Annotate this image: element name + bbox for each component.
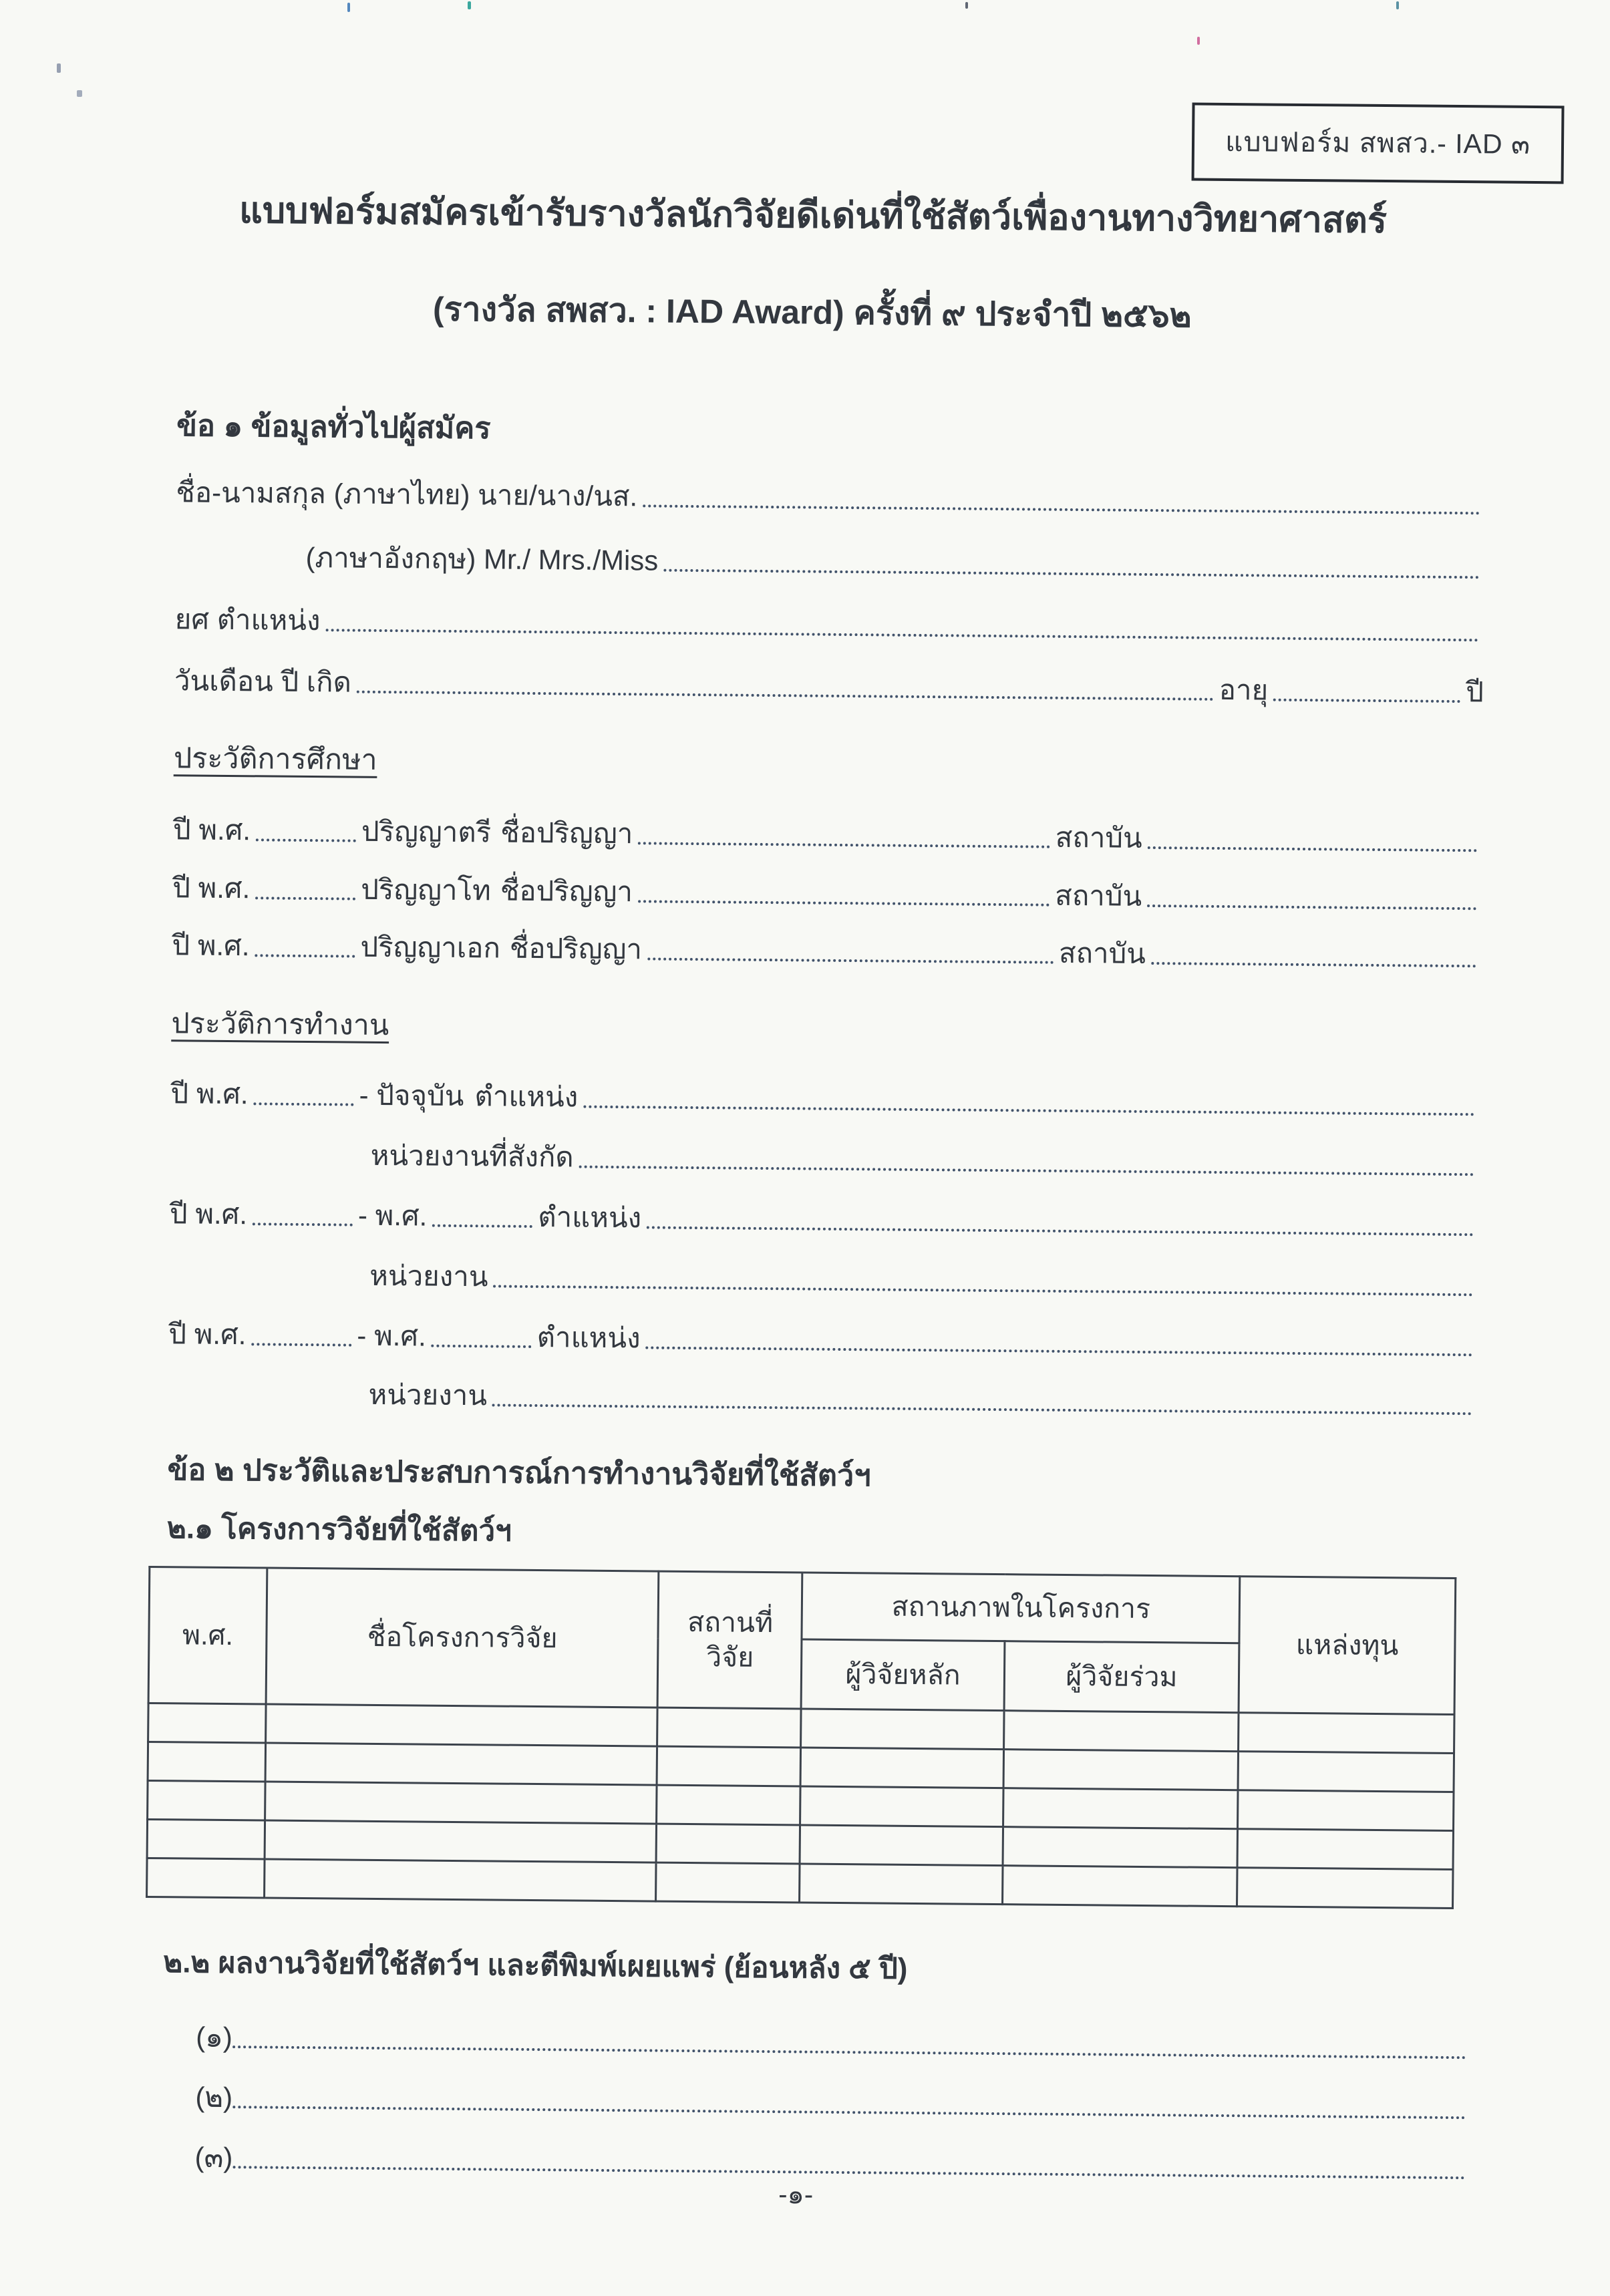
col-header-location [658, 1571, 803, 1709]
degree-name-label: ชื่อปริญญา [500, 874, 633, 908]
publication-item-blank [232, 2045, 1466, 2059]
table-cell-empty [1237, 1868, 1453, 1909]
table-cell-empty [148, 1703, 266, 1743]
work-unit-blank [579, 1166, 1474, 1176]
work-position-blank [645, 1346, 1472, 1356]
scan-speck [965, 2, 968, 9]
age-blank [1273, 699, 1460, 703]
scan-speck [1396, 1, 1399, 9]
work-unit-label: หน่วยงาน [368, 1378, 488, 1412]
table-cell-empty [1003, 1750, 1239, 1790]
work-unit-blank [493, 1285, 1473, 1296]
institution-label: สถาบัน [1055, 821, 1142, 854]
work-unit-label: หน่วยงานที่สังกัด [370, 1139, 574, 1173]
table-cell-empty [148, 1780, 265, 1820]
page-number: -๑- [778, 2180, 814, 2210]
rank-position-row [175, 596, 1484, 646]
work-to-blank [432, 1345, 532, 1348]
research-projects-table [146, 1566, 1456, 1909]
subsection-2-1-heading: ๒.๑ โครงการวิจัยที่ใช้สัตว์ฯ [166, 1512, 512, 1548]
degree-name-blank [638, 900, 1050, 906]
education-row-master [172, 864, 1482, 915]
col-header-project-name: ชื่อโครงการวิจัย [266, 1568, 659, 1707]
form-title-line2: (รางวัล สพสว. : IAD Award) ครั้งที่ ๙ ประจำปี ๒๕๖๒ [432, 290, 1192, 335]
education-year-label: ปี พ.ศ. [172, 929, 250, 962]
name-thai-label: ชื่อ-นามสกุล (ภาษาไทย) นาย/นาง/นส. [176, 476, 638, 512]
education-year-blank [256, 838, 356, 842]
education-year-label: ปี พ.ศ. [172, 872, 251, 905]
table-cell-empty [1003, 1827, 1238, 1868]
table-cell-empty [1003, 1788, 1238, 1829]
section2-heading: ข้อ ๒ ประวัติและประสบการณ์การทำงานวิจัยที่ใช้สัตว์ฯ [167, 1452, 871, 1493]
work-from-label: ปี พ.ศ. [170, 1078, 249, 1110]
work-row-past-1 [170, 1190, 1479, 1241]
work-to-label: - ปัจจุบัน [359, 1079, 464, 1112]
degree-label: ปริญญาตรี [361, 815, 492, 848]
col-header-location-line2: วิจัย [705, 1641, 754, 1673]
work-row-current [170, 1070, 1480, 1120]
table-cell-empty [801, 1709, 1004, 1750]
education-row-doctorate [172, 922, 1481, 972]
col-header-co-investigator: ผู้วิจัยร่วม [1004, 1641, 1240, 1713]
work-unit-row [368, 1371, 1477, 1420]
project-table-body [147, 1703, 1454, 1908]
age-unit-label: ปี [1466, 675, 1484, 708]
subsection-2-2-heading-row [163, 1947, 1472, 1997]
section1-heading: ข้อ ๑ ข้อมูลทั่วไปผู้สมัคร [176, 408, 491, 446]
table-cell-empty [265, 1820, 657, 1862]
work-position-label: ตำแหน่ง [474, 1080, 579, 1113]
section2-heading-row [167, 1454, 1476, 1504]
degree-name-blank [647, 957, 1054, 963]
form-code-box [1192, 103, 1565, 184]
name-english-row [305, 534, 1484, 583]
publication-item-label: (๒) [195, 2081, 233, 2113]
table-cell-empty [800, 1864, 1003, 1905]
work-position-label: ตำแหน่ง [538, 1200, 642, 1234]
education-year-label: ปี พ.ศ. [172, 814, 251, 846]
degree-label: ปริญญาเอก [360, 931, 501, 964]
table-cell-empty [1003, 1711, 1239, 1752]
table-cell-empty [656, 1862, 800, 1903]
subsection-2-1-heading-row [167, 1512, 1476, 1563]
birthdate-label: วันเดือน ปี เกิด [174, 665, 352, 698]
degree-label: ปริญญาโท [361, 873, 492, 907]
birthdate-row [174, 657, 1484, 707]
education-row-bachelor [173, 806, 1482, 856]
work-position-label: ตำแหน่ง [536, 1321, 641, 1354]
table-cell-empty [148, 1742, 265, 1782]
table-cell-empty [800, 1786, 1003, 1827]
table-cell-empty [656, 1824, 800, 1864]
table-cell-empty [264, 1859, 656, 1901]
publication-item-blank [232, 2106, 1466, 2119]
name-english-label: (ภาษาอังกฤษ) Mr./ Mrs./Miss [305, 541, 659, 577]
institution-blank [1147, 905, 1476, 910]
table-cell-empty [266, 1704, 658, 1746]
table-cell-empty [265, 1782, 657, 1824]
publication-item-label: (๑) [196, 2021, 233, 2053]
work-from-blank [253, 1222, 353, 1226]
form-code-label: แบบฟอร์ม สพสว.- IAD ๓ [1225, 126, 1531, 160]
education-year-blank [255, 896, 355, 900]
subsection-2-2-heading: ๒.๒ ผลงานวิจัยที่ใช้สัตว์ฯ และตีพิมพ์เผยแพร่ (ย้อนหลัง ๕ ปี) [162, 1946, 908, 1985]
institution-blank [1151, 962, 1476, 967]
table-cell-empty [657, 1707, 802, 1748]
name-english-blank [663, 569, 1479, 579]
rank-position-blank [325, 629, 1478, 641]
age-label: อายุ [1219, 673, 1269, 706]
work-to-label: - พ.ศ. [357, 1319, 426, 1352]
section1-heading-row [176, 410, 1486, 460]
work-from-blank [253, 1102, 353, 1106]
work-unit-row [369, 1253, 1478, 1301]
table-cell-empty [1239, 1713, 1454, 1754]
work-unit-row [371, 1132, 1480, 1180]
table-cell-empty [147, 1819, 265, 1859]
table-cell-empty [265, 1743, 657, 1785]
table-cell-empty [1237, 1829, 1453, 1870]
work-unit-blank [492, 1404, 1472, 1415]
birthdate-blank [357, 691, 1214, 701]
work-from-blank [251, 1343, 351, 1346]
work-to-label: - พ.ศ. [357, 1199, 428, 1232]
col-header-funding: แหล่งทุน [1239, 1577, 1455, 1715]
col-header-status-group: สถานภาพในโครงการ [802, 1573, 1240, 1643]
col-header-year: พ.ศ. [148, 1567, 267, 1704]
degree-name-label: ชื่อปริญญา [509, 932, 643, 965]
work-from-label: ปี พ.ศ. [168, 1318, 247, 1351]
institution-label: สถาบัน [1054, 879, 1142, 912]
education-heading: ประวัติการศึกษา [173, 742, 377, 776]
degree-name-label: ชื่อปริญญา [500, 816, 633, 850]
table-cell-empty [1238, 1752, 1454, 1792]
table-cell-empty [147, 1858, 265, 1898]
education-heading-row [174, 742, 1483, 792]
institution-blank [1148, 846, 1477, 852]
institution-label: สถาบัน [1058, 937, 1146, 969]
publication-item-row [196, 2014, 1472, 2064]
work-from-label: ปี พ.ศ. [169, 1198, 248, 1231]
work-position-blank [647, 1226, 1474, 1236]
table-cell-empty [1238, 1790, 1454, 1831]
table-cell-empty [657, 1746, 801, 1786]
work-heading-row [171, 1007, 1480, 1057]
education-year-blank [255, 954, 355, 957]
table-cell-empty [801, 1748, 1004, 1788]
table-cell-empty [800, 1825, 1003, 1866]
table-cell-empty [657, 1785, 801, 1825]
publication-item-label: (๓) [194, 2141, 233, 2173]
form-title-line1: แบบฟอร์มสมัครเข้ารับรางวัลนักวิจัยดีเด่นที่ใช้สัตว์เพื่องานทางวิทยาศาสตร์ [238, 190, 1388, 241]
table-cell-empty [1002, 1866, 1237, 1907]
col-header-location-line1: สถานที่ [687, 1607, 774, 1639]
work-unit-label: หน่วยงาน [369, 1259, 488, 1293]
name-thai-row [176, 469, 1485, 519]
work-heading: ประวัติการทำงาน [171, 1007, 389, 1042]
degree-name-blank [638, 842, 1050, 848]
work-row-past-2 [168, 1311, 1478, 1361]
work-to-blank [432, 1224, 532, 1228]
col-header-principal-investigator: ผู้วิจัยหลัก [802, 1639, 1005, 1711]
rank-position-label: ยศ ตำแหน่ง [174, 603, 321, 636]
work-position-blank [583, 1106, 1474, 1116]
name-thai-blank [643, 504, 1480, 514]
publication-item-row [195, 2074, 1471, 2124]
